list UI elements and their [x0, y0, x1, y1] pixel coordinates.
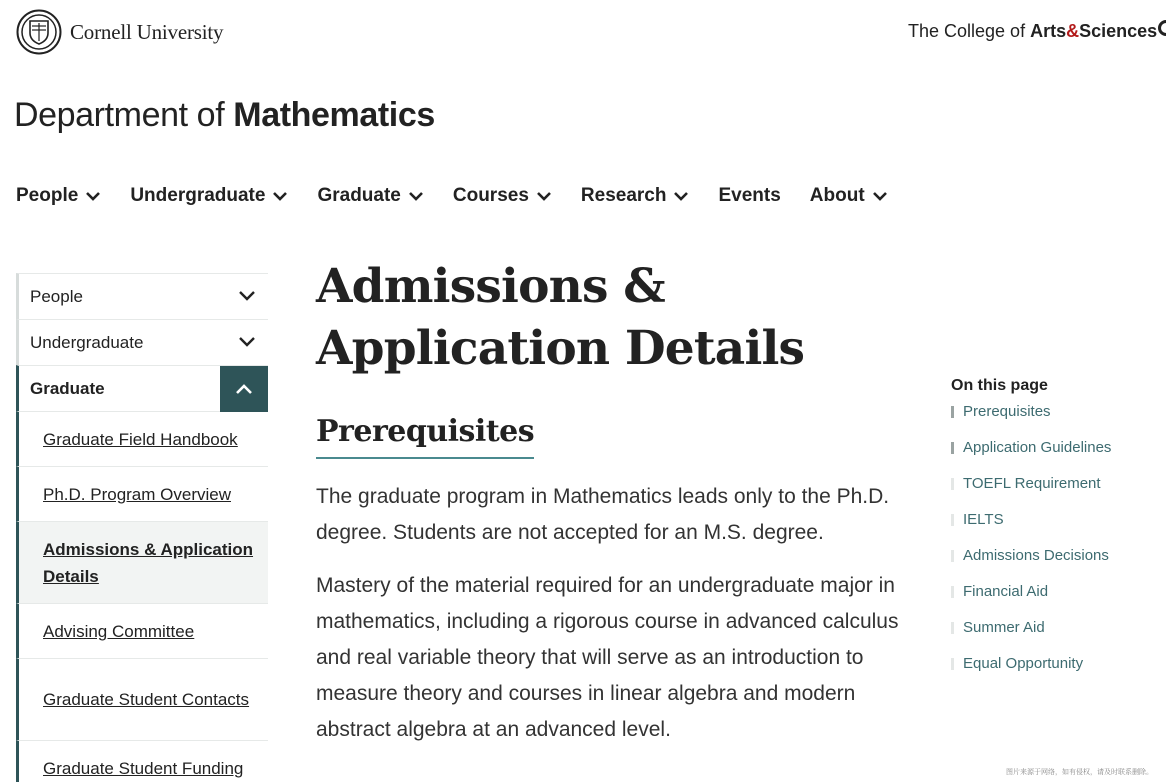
sidebar-link-label: Advising Committee: [43, 621, 195, 641]
nav-courses[interactable]: [453, 185, 552, 207]
section-sidebar: [16, 273, 268, 782]
sidebar-link-field-handbook[interactable]: [16, 411, 268, 466]
chevron-down-icon: [408, 190, 424, 202]
sidebar-link-student-contacts[interactable]: [16, 658, 268, 740]
chevron-up-icon: [235, 382, 253, 396]
sidebar-link-advising[interactable]: [16, 603, 268, 658]
sidebar-item-label: Undergraduate: [30, 332, 144, 352]
nav-label: Courses: [452, 185, 529, 206]
dept-prefix: Department of: [14, 96, 234, 134]
sidebar-link-label: Graduate Student Contacts: [43, 690, 250, 709]
chevron-down-icon: [673, 190, 689, 202]
sidebar-item-graduate[interactable]: [16, 365, 268, 411]
sidebar-item-label: Graduate: [30, 378, 105, 398]
nav-undergraduate[interactable]: [130, 185, 288, 207]
college-amp: &: [1066, 21, 1080, 41]
chevron-down-icon[interactable]: [238, 288, 256, 302]
search-icon[interactable]: [1158, 20, 1166, 36]
nav-graduate[interactable]: [317, 185, 423, 207]
sidebar-link-label: Graduate Field Handbook: [43, 429, 238, 449]
nav-label: People: [16, 185, 79, 206]
watermark-text: 图片来源于网络，如有侵权，请及时联系删除。: [1006, 769, 1153, 776]
college-arts: Arts: [1030, 21, 1067, 41]
dept-name: Mathematics: [233, 96, 435, 134]
nav-label: Undergraduate: [130, 185, 266, 206]
nav-people[interactable]: [16, 185, 101, 207]
toc-link-equal-opportunity[interactable]: Equal Opportunity: [951, 655, 1151, 691]
cornell-logo-link[interactable]: [16, 9, 223, 55]
nav-events[interactable]: [718, 185, 780, 207]
site-header: [0, 0, 1166, 64]
toc-link-admissions-decisions[interactable]: Admissions Decisions: [951, 547, 1151, 583]
chevron-down-icon[interactable]: [238, 334, 256, 348]
toc-link-toefl[interactable]: TOEFL Requirement: [951, 475, 1151, 511]
sidebar-item-undergraduate[interactable]: [16, 319, 268, 365]
sidebar-link-label: Ph.D. Program Overview: [43, 484, 231, 504]
toc-link-application-guidelines[interactable]: Application Guidelines: [951, 439, 1151, 475]
section-heading-prerequisites: Prerequisites: [316, 414, 534, 459]
sidebar-link-label: Admissions & Application Details: [43, 539, 254, 586]
sidebar-item-label: People: [30, 286, 83, 306]
sidebar-link-admissions[interactable]: [16, 521, 268, 603]
chevron-down-icon: [536, 190, 552, 202]
chevron-down-icon: [85, 190, 101, 202]
sidebar-link-label: Graduate Student Funding: [43, 758, 244, 778]
body-paragraph: Mastery of the material required for an undergraduate major in mathematics, including a rigorous course in advanced calculus and real variable theory that will serve as an introduction to measure theory and courses in linear algebra and modern abstract algebra at an advanced level.: [316, 574, 899, 741]
main-content: [316, 256, 916, 748]
cornell-seal-icon: [16, 9, 62, 55]
toc-title: On this page: [951, 377, 1048, 394]
nav-label: Events: [718, 185, 781, 206]
toc-link-financial-aid[interactable]: Financial Aid: [951, 583, 1151, 619]
toc-link-ielts[interactable]: IELTS: [951, 511, 1151, 547]
sidebar-link-phd-overview[interactable]: [16, 466, 268, 521]
nav-label: Graduate: [317, 185, 401, 206]
university-name: Cornell University: [70, 19, 224, 44]
collapse-section-button[interactable]: [220, 366, 268, 412]
nav-research[interactable]: [581, 185, 690, 207]
toc-link-summer-aid[interactable]: Summer Aid: [951, 619, 1151, 655]
nav-about[interactable]: [810, 185, 888, 207]
nav-label: Research: [580, 185, 667, 206]
college-link[interactable]: [908, 21, 1157, 42]
college-prefix: The College of: [908, 21, 1031, 41]
toc-link-prerequisites[interactable]: Prerequisites: [951, 403, 1151, 439]
department-title[interactable]: [14, 96, 435, 135]
main-nav: [16, 185, 917, 207]
body-paragraph: The graduate program in Mathematics leads only to the Ph.D. degree. Students are not accepted for an M.S. degree.: [316, 485, 890, 544]
college-sciences: Sciences: [1079, 21, 1158, 41]
chevron-down-icon: [272, 190, 288, 202]
chevron-down-icon: [872, 190, 888, 202]
sidebar-item-people[interactable]: [16, 273, 268, 319]
nav-label: About: [809, 185, 865, 206]
page-title: Admissions & Application Details: [316, 259, 805, 376]
sidebar-link-student-funding[interactable]: [16, 740, 268, 782]
on-this-page-nav: [951, 377, 1151, 691]
